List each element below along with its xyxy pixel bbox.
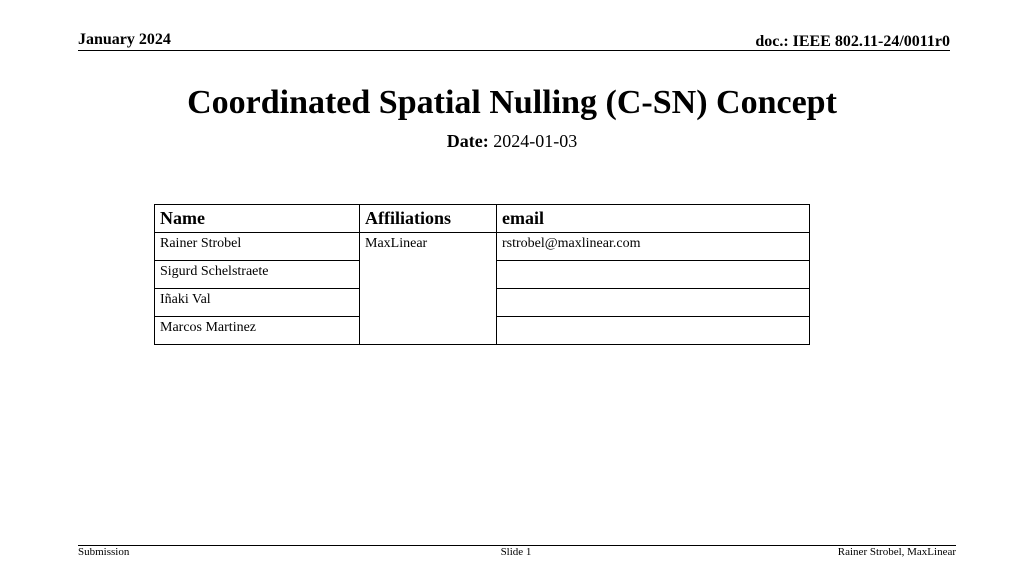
column-header-affiliations: Affiliations bbox=[360, 205, 497, 233]
authors-table bbox=[154, 204, 810, 345]
author-name: Iñaki Val bbox=[155, 289, 360, 317]
author-email bbox=[497, 289, 810, 317]
author-email: rstrobel@maxlinear.com bbox=[497, 233, 810, 261]
header-divider bbox=[78, 50, 950, 51]
date-label: Date: bbox=[446, 131, 489, 151]
date-line bbox=[0, 131, 1024, 152]
footer-author: Rainer Strobel, MaxLinear bbox=[837, 546, 956, 558]
column-header-email: email bbox=[497, 205, 810, 233]
footer-slide-number: Slide 1 bbox=[500, 546, 532, 558]
author-email bbox=[497, 317, 810, 345]
author-affiliation: MaxLinear bbox=[360, 233, 497, 345]
author-name: Marcos Martinez bbox=[155, 317, 360, 345]
author-name: Sigurd Schelstraete bbox=[155, 261, 360, 289]
date-value: 2024-01-03 bbox=[493, 131, 578, 151]
footer-submission: Submission bbox=[78, 546, 130, 558]
author-name: Rainer Strobel bbox=[155, 233, 360, 261]
column-header-name: Name bbox=[155, 205, 360, 233]
table-row bbox=[155, 233, 810, 261]
header-doc-id: doc.: IEEE 802.11-24/0011r0 bbox=[755, 33, 950, 50]
author-email bbox=[497, 261, 810, 289]
table-header-row bbox=[155, 205, 810, 233]
slide-title: Coordinated Spatial Nulling (C-SN) Concept bbox=[187, 84, 837, 121]
header-date: January 2024 bbox=[78, 31, 171, 48]
